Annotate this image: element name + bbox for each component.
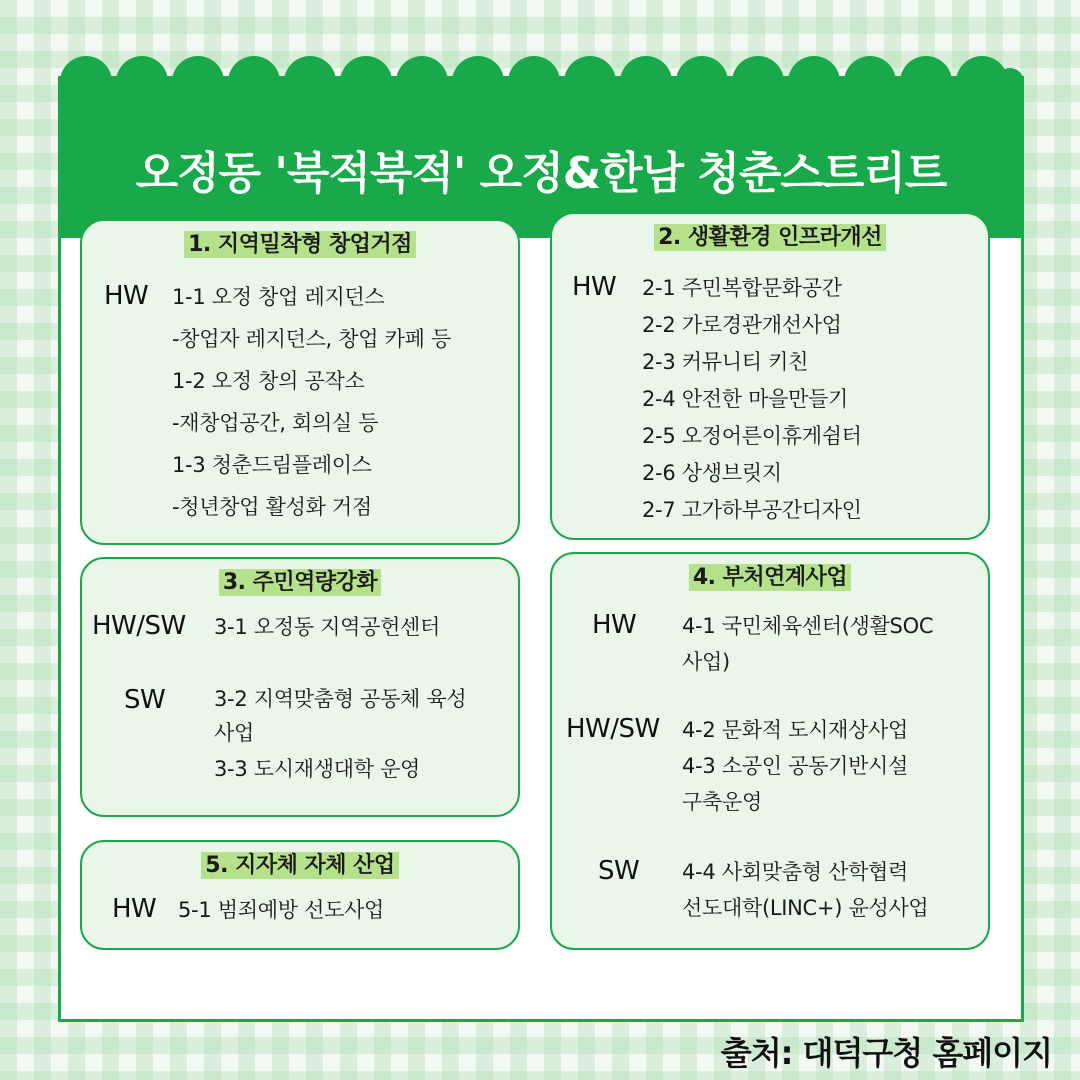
card-title: 3. 주민역량강화: [82, 565, 518, 596]
category-tag: HW: [112, 894, 157, 924]
card-local-startup-hub: [80, 219, 520, 545]
category-tag: SW: [124, 685, 166, 715]
list-item: 2-7 고가하부공간디자인: [642, 498, 862, 522]
category-tag: HW: [572, 272, 617, 302]
list-item: -재창업공간, 회의실 등: [172, 411, 379, 435]
list-item: 구축운영: [682, 790, 762, 814]
list-item: 5-1 범죄예방 선도사업: [178, 898, 385, 922]
list-item: 4-3 소공인 공동기반시설: [682, 754, 909, 778]
card-title: 1. 지역밀착형 창업거점: [82, 227, 518, 258]
card-living-infrastructure: [550, 212, 990, 540]
card-ministry-linked: [550, 552, 990, 950]
card-resident-capacity: [80, 557, 520, 817]
list-item: 3-1 오정동 지역공헌센터: [214, 615, 441, 639]
list-item: 3-3 도시재생대학 운영: [214, 757, 421, 781]
category-tag: HW/SW: [92, 611, 186, 641]
category-tag: HW/SW: [566, 714, 660, 744]
card-local-government: [80, 840, 520, 950]
list-item: 4-1 국민체육센터(생활SOC: [682, 614, 934, 638]
category-tag: SW: [598, 856, 640, 886]
list-item: 사업: [214, 721, 254, 745]
list-item: 1-2 오정 창의 공작소: [172, 369, 365, 393]
page-title: 오정동 '북적북적' 오정&한남 청춘스트리트: [135, 148, 947, 199]
list-item: -청년창업 활성화 거점: [172, 495, 372, 519]
card-title: 5. 지자체 자체 산업: [82, 848, 518, 879]
list-item: 사업): [682, 650, 730, 674]
list-item: 2-6 상생브릿지: [642, 461, 782, 485]
list-item: 2-2 가로경관개선사업: [642, 313, 842, 337]
category-tag: HW: [104, 281, 149, 311]
list-item: 4-4 사회맞춤형 산학협력: [682, 860, 909, 884]
source-credit: 출처: 대덕구청 홈페이지: [720, 1034, 1052, 1072]
list-item: 2-4 안전한 마을만들기: [642, 387, 849, 411]
list-item: 2-1 주민복합문화공간: [642, 276, 842, 300]
card-title: 2. 생활환경 인프라개선: [552, 220, 988, 251]
card-title: 4. 부처연계사업: [552, 560, 988, 591]
list-item: -창업자 레지던스, 창업 카페 등: [172, 327, 451, 351]
list-item: 1-1 오정 창업 레지던스: [172, 285, 385, 309]
list-item: 3-2 지역맞춤형 공동체 육성: [214, 687, 467, 711]
category-tag: HW: [592, 610, 637, 640]
list-item: 4-2 문화적 도시재상사업: [682, 718, 909, 742]
list-item: 2-5 오정어른이휴게쉼터: [642, 424, 862, 448]
list-item: 2-3 커뮤니티 키친: [642, 350, 809, 374]
list-item: 선도대학(LINC+) 윤성사업: [682, 896, 929, 920]
list-item: 1-3 청춘드림플레이스: [172, 453, 372, 477]
